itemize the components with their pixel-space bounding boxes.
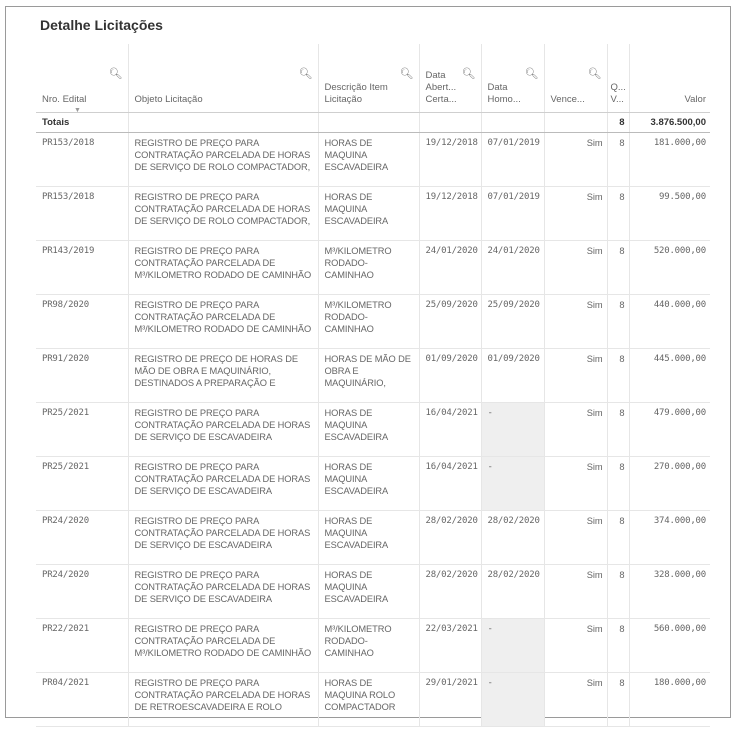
cell-quantidade-text: 8 <box>619 516 625 526</box>
column-label: Data Abert... Certa... <box>425 70 457 105</box>
cell-data-homologacao[interactable] <box>481 295 544 349</box>
cell-vencedor[interactable] <box>544 349 607 403</box>
cell-nro-edital[interactable] <box>36 673 128 727</box>
cell-data-homologacao[interactable] <box>481 673 544 727</box>
cell-descricao-item-text: HORAS DE MAQUINA ROLO COMPACTADOR <box>324 678 396 712</box>
column-header-vencedor[interactable] <box>544 44 607 113</box>
cell-data-abertura[interactable] <box>419 511 481 565</box>
cell-valor[interactable] <box>629 511 710 565</box>
cell-objeto-text: REGISTRO DE PREÇO PARA CONTRATAÇÃO PARCELADA DE HORAS DE RETROESCAVADEIRA E ROLO <box>134 678 311 712</box>
cell-descricao-item[interactable] <box>318 673 419 727</box>
cell-data-abertura-text: 19/12/2018 <box>425 192 478 202</box>
cell-data-homologacao-text: 28/02/2020 <box>487 516 540 526</box>
cell-data-abertura[interactable] <box>419 295 481 349</box>
cell-valor[interactable] <box>629 403 710 457</box>
cell-objeto[interactable] <box>128 133 318 187</box>
cell-objeto-text: REGISTRO DE PREÇO PARA CONTRATAÇÃO PARCELADA DE M³/KILOMETRO RODADO DE CAMINHÃO <box>134 300 312 334</box>
cell-valor-text: 440.000,00 <box>653 300 706 310</box>
cell-data-homologacao-text: 07/01/2019 <box>487 138 540 148</box>
cell-data-abertura-text: 01/09/2020 <box>425 354 478 364</box>
search-icon[interactable]: 🔍︎ <box>524 68 539 80</box>
cell-descricao-item-text: M³/KILOMETRO RODADO- CAMINHAO <box>324 300 392 334</box>
cell-valor-text: 181.000,00 <box>653 138 706 148</box>
cell-quantidade-text: 8 <box>619 624 625 634</box>
cell-descricao-item-text: HORAS DE MAQUINA ESCAVADEIRA <box>324 516 388 550</box>
table-row[interactable] <box>36 619 710 673</box>
cell-quantidade-text: 8 <box>619 246 625 256</box>
cell-descricao-item-text: HORAS DE MAQUINA ESCAVADEIRA <box>324 138 388 172</box>
table-panel <box>5 6 731 718</box>
cell-vencedor-text: Sim <box>586 516 603 526</box>
cell-objeto-text: REGISTRO DE PREÇO PARA CONTRATAÇÃO PARCELADA DE HORAS DE SERVIÇO DE ESCAVADEIRA <box>134 516 311 550</box>
cell-quantidade-text: 8 <box>619 138 625 148</box>
cell-quantidade[interactable] <box>607 619 629 673</box>
cell-nro-edital-text: PR04/2021 <box>42 678 89 688</box>
cell-data-homologacao-text: 07/01/2019 <box>487 192 540 202</box>
cell-descricao-item-text: M³/KILOMETRO RODADO- CAMINHAO <box>324 246 392 280</box>
cell-data-homologacao[interactable] <box>481 511 544 565</box>
cell-descricao-item-text: HORAS DE MAQUINA ESCAVADEIRA <box>324 570 388 604</box>
cell-valor-text: 479.000,00 <box>653 408 706 418</box>
cell-objeto[interactable] <box>128 457 318 511</box>
cell-quantidade[interactable] <box>607 565 629 619</box>
cell-data-homologacao-text: - <box>487 408 493 418</box>
cell-data-abertura[interactable] <box>419 187 481 241</box>
cell-vencedor-text: Sim <box>586 570 603 580</box>
cell-nro-edital[interactable] <box>36 133 128 187</box>
cell-vencedor[interactable] <box>544 403 607 457</box>
table-row[interactable] <box>36 403 710 457</box>
cell-valor-text: 520.000,00 <box>653 246 706 256</box>
cell-data-homologacao-text: 28/02/2020 <box>487 570 540 580</box>
cell-vencedor-text: Sim <box>586 300 603 310</box>
cell-quantidade-text: 8 <box>619 678 625 688</box>
search-icon[interactable]: 🔍︎ <box>587 68 602 80</box>
cell-valor-text: 328.000,00 <box>653 570 706 580</box>
cell-valor-text: 180.000,00 <box>653 678 706 688</box>
cell-data-abertura-text: 22/03/2021 <box>425 624 478 634</box>
cell-objeto-text: REGISTRO DE PREÇO PARA CONTRATAÇÃO PARCELADA DE HORAS DE SERVIÇO DE ESCAVADEIRA <box>134 408 311 442</box>
cell-data-abertura[interactable] <box>419 133 481 187</box>
cell-nro-edital-text: PR98/2020 <box>42 300 89 310</box>
cell-objeto[interactable] <box>128 241 318 295</box>
cell-vencedor-text: Sim <box>586 408 603 418</box>
cell-nro-edital-text: PR153/2018 <box>42 192 95 202</box>
table-row[interactable] <box>36 457 710 511</box>
cell-data-homologacao[interactable] <box>481 133 544 187</box>
cell-valor[interactable] <box>629 133 710 187</box>
sort-descending-icon: ▼ <box>74 107 81 114</box>
cell-vencedor[interactable] <box>544 619 607 673</box>
cell-descricao-item[interactable] <box>318 295 419 349</box>
cell-valor[interactable] <box>629 457 710 511</box>
cell-nro-edital-text: PR25/2021 <box>42 408 89 418</box>
cell-data-abertura[interactable] <box>419 673 481 727</box>
cell-quantidade[interactable] <box>607 241 629 295</box>
column-header-valor[interactable] <box>629 44 710 113</box>
cell-nro-edital[interactable] <box>36 241 128 295</box>
cell-descricao-item-text: HORAS DE MAQUINA ESCAVADEIRA <box>324 408 388 442</box>
cell-descricao-item-text: HORAS DE MÃO DE OBRA E MAQUINÁRIO, <box>324 354 411 388</box>
cell-valor-text: 445.000,00 <box>653 354 706 364</box>
cell-data-abertura[interactable] <box>419 457 481 511</box>
cell-data-abertura-text: 25/09/2020 <box>425 300 478 310</box>
column-label: Q... V... <box>610 82 626 105</box>
cell-vencedor-text: Sim <box>586 192 603 202</box>
cell-objeto-text: REGISTRO DE PREÇO PARA CONTRATAÇÃO PARCELADA DE HORAS DE SERVIÇO DE ROLO COMPACTADOR, <box>134 138 311 172</box>
cell-data-abertura-text: 29/01/2021 <box>425 678 478 688</box>
column-label: Valor <box>684 94 706 105</box>
cell-objeto-text: REGISTRO DE PREÇO DE HORAS DE MÃO DE OBRA E MAQUINÁRIO, DESTINADOS A PREPARAÇÃO E <box>134 354 298 388</box>
cell-objeto[interactable] <box>128 295 318 349</box>
cell-nro-edital[interactable] <box>36 403 128 457</box>
cell-descricao-item-text: HORAS DE MAQUINA ESCAVADEIRA <box>324 462 388 496</box>
cell-nro-edital-text: PR143/2019 <box>42 246 95 256</box>
totals-row <box>36 113 710 133</box>
cell-quantidade-text: 8 <box>619 408 625 418</box>
cell-descricao-item[interactable] <box>318 511 419 565</box>
table-row[interactable] <box>36 295 710 349</box>
cell-descricao-item[interactable] <box>318 349 419 403</box>
cell-quantidade-text: 8 <box>619 192 625 202</box>
cell-vencedor[interactable] <box>544 511 607 565</box>
cell-objeto[interactable] <box>128 673 318 727</box>
cell-objeto-text: REGISTRO DE PREÇO PARA CONTRATAÇÃO PARCELADA DE M³/KILOMETRO RODADO DE CAMINHÃO <box>134 246 312 280</box>
cell-data-homologacao-text: - <box>487 678 493 688</box>
cell-vencedor-text: Sim <box>586 246 603 256</box>
cell-quantidade[interactable] <box>607 403 629 457</box>
cell-data-homologacao[interactable] <box>481 349 544 403</box>
cell-nro-edital-text: PR153/2018 <box>42 138 95 148</box>
cell-nro-edital[interactable] <box>36 187 128 241</box>
cell-valor[interactable] <box>629 349 710 403</box>
cell-data-homologacao[interactable] <box>481 187 544 241</box>
cell-data-abertura[interactable] <box>419 619 481 673</box>
cell-quantidade-text: 8 <box>619 300 625 310</box>
cell-vencedor[interactable] <box>544 457 607 511</box>
cell-descricao-item[interactable] <box>318 133 419 187</box>
cell-data-homologacao-text: 25/09/2020 <box>487 300 540 310</box>
column-label: Vence... <box>550 94 585 105</box>
cell-descricao-item-text: M³/KILOMETRO RODADO- CAMINHAO <box>324 624 392 658</box>
cell-quantidade[interactable] <box>607 673 629 727</box>
cell-vencedor[interactable] <box>544 133 607 187</box>
cell-objeto-text: REGISTRO DE PREÇO PARA CONTRATAÇÃO PARCELADA DE M³/KILOMETRO RODADO DE CAMINHÃO <box>134 624 312 658</box>
table-row[interactable] <box>36 673 710 727</box>
cell-nro-edital-text: PR22/2021 <box>42 624 89 634</box>
search-icon[interactable]: 🔍︎ <box>461 68 476 80</box>
cell-quantidade[interactable] <box>607 295 629 349</box>
panel-title: Detalhe Licitações <box>40 17 163 33</box>
cell-quantidade-text: 8 <box>619 462 625 472</box>
column-header-data-abertura[interactable] <box>419 44 481 113</box>
cell-vencedor[interactable] <box>544 565 607 619</box>
cell-vencedor-text: Sim <box>586 678 603 688</box>
search-icon[interactable]: 🔍︎ <box>298 68 313 80</box>
column-header-quantidade[interactable] <box>607 44 629 113</box>
cell-quantidade[interactable] <box>607 349 629 403</box>
cell-data-homologacao[interactable] <box>481 619 544 673</box>
cell-data-abertura-text: 28/02/2020 <box>425 516 478 526</box>
cell-nro-edital[interactable] <box>36 457 128 511</box>
cell-data-homologacao[interactable] <box>481 241 544 295</box>
cell-valor[interactable] <box>629 673 710 727</box>
column-header-nro-edital[interactable] <box>36 44 128 113</box>
cell-vencedor-text: Sim <box>586 354 603 364</box>
cell-descricao-item-text: HORAS DE MAQUINA ESCAVADEIRA <box>324 192 388 226</box>
licitacoes-table <box>36 44 710 727</box>
cell-valor-text: 374.000,00 <box>653 516 706 526</box>
cell-data-abertura[interactable] <box>419 403 481 457</box>
totals-label: Totais <box>36 113 128 133</box>
cell-vencedor[interactable] <box>544 187 607 241</box>
cell-valor-text: 270.000,00 <box>653 462 706 472</box>
cell-vencedor[interactable] <box>544 673 607 727</box>
cell-data-abertura[interactable] <box>419 349 481 403</box>
cell-data-homologacao[interactable] <box>481 403 544 457</box>
cell-descricao-item[interactable] <box>318 619 419 673</box>
cell-data-homologacao[interactable] <box>481 565 544 619</box>
cell-quantidade[interactable] <box>607 511 629 565</box>
cell-vencedor-text: Sim <box>586 624 603 634</box>
cell-data-abertura-text: 19/12/2018 <box>425 138 478 148</box>
cell-descricao-item[interactable] <box>318 241 419 295</box>
cell-objeto-text: REGISTRO DE PREÇO PARA CONTRATAÇÃO PARCELADA DE HORAS DE SERVIÇO DE ROLO COMPACTADOR, <box>134 192 311 226</box>
cell-data-homologacao-text: - <box>487 462 493 472</box>
cell-nro-edital-text: PR24/2020 <box>42 516 89 526</box>
cell-data-abertura[interactable] <box>419 565 481 619</box>
cell-descricao-item[interactable] <box>318 457 419 511</box>
cell-quantidade[interactable] <box>607 133 629 187</box>
column-header-data-homologacao[interactable] <box>481 44 544 113</box>
column-header-descricao-item[interactable] <box>318 44 419 113</box>
table-row[interactable] <box>36 565 710 619</box>
cell-data-homologacao[interactable] <box>481 457 544 511</box>
cell-objeto-text: REGISTRO DE PREÇO PARA CONTRATAÇÃO PARCELADA DE HORAS DE SERVIÇO DE ESCAVADEIRA <box>134 570 311 604</box>
cell-objeto[interactable] <box>128 403 318 457</box>
cell-nro-edital[interactable] <box>36 511 128 565</box>
totals-count: 8 <box>607 113 629 133</box>
cell-data-homologacao-text: - <box>487 624 493 634</box>
cell-nro-edital[interactable] <box>36 349 128 403</box>
cell-data-abertura-text: 16/04/2021 <box>425 408 478 418</box>
cell-nro-edital[interactable] <box>36 565 128 619</box>
cell-vencedor-text: Sim <box>586 462 603 472</box>
cell-quantidade-text: 8 <box>619 354 625 364</box>
cell-objeto[interactable] <box>128 511 318 565</box>
cell-data-homologacao-text: 24/01/2020 <box>487 246 540 256</box>
table-row[interactable] <box>36 349 710 403</box>
cell-vencedor[interactable] <box>544 241 607 295</box>
cell-valor-text: 99.500,00 <box>659 192 706 202</box>
cell-quantidade[interactable] <box>607 187 629 241</box>
column-label: Descrição Item Licitação <box>324 82 388 105</box>
cell-objeto[interactable] <box>128 187 318 241</box>
cell-nro-edital-text: PR91/2020 <box>42 354 89 364</box>
cell-data-abertura[interactable] <box>419 241 481 295</box>
cell-objeto[interactable] <box>128 349 318 403</box>
cell-valor[interactable] <box>629 619 710 673</box>
column-label: Objeto Licitação <box>134 94 203 105</box>
cell-valor[interactable] <box>629 187 710 241</box>
cell-descricao-item[interactable] <box>318 565 419 619</box>
cell-valor[interactable] <box>629 241 710 295</box>
cell-vencedor-text: Sim <box>586 138 603 148</box>
cell-vencedor[interactable] <box>544 295 607 349</box>
cell-quantidade[interactable] <box>607 457 629 511</box>
cell-quantidade-text: 8 <box>619 570 625 580</box>
table-row[interactable] <box>36 133 710 187</box>
table-row[interactable] <box>36 187 710 241</box>
cell-valor[interactable] <box>629 295 710 349</box>
cell-data-homologacao-text: 01/09/2020 <box>487 354 540 364</box>
column-header-objeto[interactable] <box>128 44 318 113</box>
cell-nro-edital[interactable] <box>36 295 128 349</box>
cell-descricao-item[interactable] <box>318 187 419 241</box>
column-label: Data Homo... <box>487 82 521 105</box>
cell-objeto-text: REGISTRO DE PREÇO PARA CONTRATAÇÃO PARCELADA DE HORAS DE SERVIÇO DE ESCAVADEIRA <box>134 462 311 496</box>
cell-nro-edital[interactable] <box>36 619 128 673</box>
cell-nro-edital-text: PR24/2020 <box>42 570 89 580</box>
header-row <box>36 44 710 113</box>
table-row[interactable] <box>36 511 710 565</box>
cell-data-abertura-text: 16/04/2021 <box>425 462 478 472</box>
cell-data-abertura-text: 28/02/2020 <box>425 570 478 580</box>
cell-objeto[interactable] <box>128 565 318 619</box>
column-label: Nro. Edital <box>42 94 87 105</box>
table-row[interactable] <box>36 241 710 295</box>
cell-objeto[interactable] <box>128 619 318 673</box>
cell-descricao-item[interactable] <box>318 403 419 457</box>
cell-data-abertura-text: 24/01/2020 <box>425 246 478 256</box>
search-icon[interactable]: 🔍︎ <box>399 68 414 80</box>
search-icon[interactable]: 🔍︎ <box>108 68 123 80</box>
cell-valor[interactable] <box>629 565 710 619</box>
cell-valor-text: 560.000,00 <box>653 624 706 634</box>
totals-valor: 3.876.500,00 <box>629 113 710 133</box>
cell-nro-edital-text: PR25/2021 <box>42 462 89 472</box>
